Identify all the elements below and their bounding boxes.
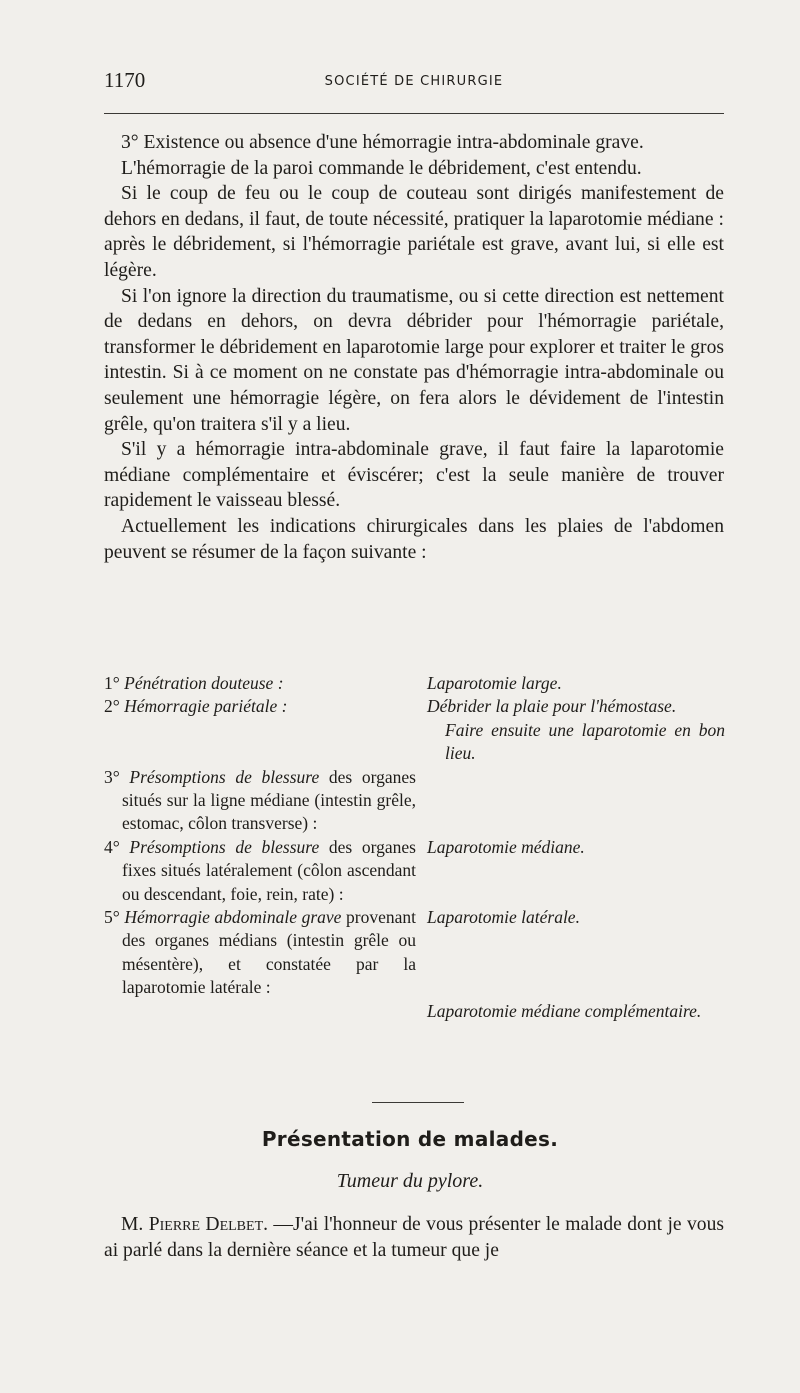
indication-condition-detail: provenant des organes médians (intestin grêle ou mésentère), et constatée par la laparotomie latérale :: [122, 907, 416, 998]
indication-treatment: Laparotomie latérale.: [427, 907, 580, 928]
indication-row: [104, 672, 726, 695]
closing-paragraph: [104, 1212, 724, 1263]
paragraph: [104, 1212, 724, 1263]
indication-condition-title: Hémorragie abdominale grave: [124, 907, 342, 928]
indication-condition: [104, 695, 416, 718]
indication-row: [104, 766, 726, 857]
indication-condition: [104, 766, 416, 836]
indication-treatment: Laparotomie large.: [427, 673, 562, 693]
indications-table: [104, 672, 726, 1021]
body-text: [104, 130, 724, 565]
indication-treatment-continuation: Faire ensuite une laparotomie en bon lieu.: [445, 719, 725, 764]
indication-condition-detail: des organes fixes situés latéralement (côlon ascendant ou descendant, foie, rein, rate) :: [122, 836, 416, 904]
closing-text: —J'ai l'honneur de vous présenter le malade dont je vous ai parlé dans la dernière séance et la tumeur que je: [104, 1214, 724, 1261]
indication-condition: [104, 672, 416, 695]
indication-condition: [104, 906, 416, 1000]
paragraph: Si le coup de feu ou le coup de couteau sont dirigés manifestement de dehors en dedans, il faut, de toute nécessité, pratiquer la laparotomie médiane : après le débridement, si l'hémorragie pariétale est grave, avant lui, si elle est légère.: [104, 183, 724, 281]
section-subheading: Tumeur du pylore.: [336, 1170, 484, 1192]
paragraph: Si l'on ignore la direction du traumatisme, ou si cette direction est nettement de dedans en dehors, on devra débrider pour l'hémorragie pariétale, transformer le débridement en laparotomie large pour explorer et traiter le gros intestin. Si à ce moment on ne constate pas d'hémorragie intra-abdominale ou seulement une hémorragie légère, on fera alors le dévidement de l'intestin grêle, qu'on traitera s'il y a lieu.: [104, 285, 724, 435]
indication-treatment-text: Débrider la plaie pour l'hémostase.: [427, 696, 677, 717]
indication-condition-title: Présomptions de blessure: [129, 766, 320, 787]
indication-condition-detail: des organes situés sur la ligne médiane (intestin grêle, estomac, côlon transverse) :: [122, 766, 416, 834]
indication-treatment: [427, 695, 725, 765]
indication-treatment: Laparotomie médiane complémentaire.: [427, 1000, 702, 1021]
section-heading: Présentation de malades.: [261, 1127, 559, 1151]
speaker-name: M. Pierre Delbet.: [121, 1214, 269, 1235]
indication-row: [104, 695, 726, 765]
indication-condition-title: Hémorragie pariétale :: [124, 696, 288, 717]
page-number: 1170: [104, 68, 146, 92]
paragraph: S'il y a hémorragie intra-abdominale grave, il faut faire la laparotomie médiane complémentaire et éviscérer; c'est la seule manière de trouver rapidement le vaisseau blessé.: [104, 439, 724, 512]
indication-number: 5°: [104, 907, 120, 928]
paragraph: Actuellement les indications chirurgicales dans les plaies de l'abdomen peuvent se résumer de la façon suivante :: [104, 515, 724, 563]
indication-number: 1°: [104, 673, 120, 693]
running-title: SOCIÉTÉ DE CHIRURGIE: [324, 74, 504, 89]
section-divider: [372, 1102, 464, 1103]
paragraph: 3° Existence ou absence d'une hémorragie intra-abdominale grave.: [121, 132, 644, 153]
indication-number: 3°: [104, 766, 120, 787]
header-rule: [104, 113, 724, 114]
page-header: [104, 68, 724, 96]
indication-condition: [104, 836, 416, 906]
indication-number: 2°: [104, 696, 120, 717]
indication-row: [104, 906, 726, 1021]
paragraph: L'hémorragie de la paroi commande le débridement, c'est entendu.: [121, 157, 642, 179]
indication-condition-title: Présomptions de blessure: [129, 836, 320, 857]
indication-treatment: Laparotomie médiane.: [427, 836, 585, 857]
indication-number: 4°: [104, 836, 120, 857]
indication-condition-title: Pénétration douteuse :: [124, 673, 284, 693]
